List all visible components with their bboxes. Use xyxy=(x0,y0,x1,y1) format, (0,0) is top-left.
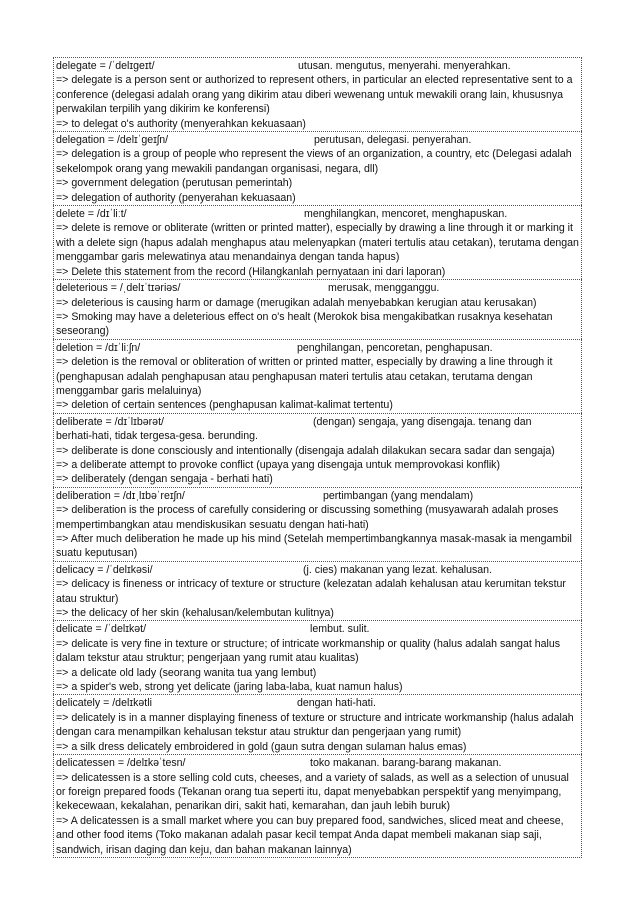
entry-term: deliberation = /dɪˌlɪbəˈreɪʃn/ xyxy=(56,489,185,502)
entry-headline xyxy=(56,341,579,355)
dictionary-entry xyxy=(53,131,582,205)
entry-term: deletion = /dɪˈliːʃn/ xyxy=(56,341,141,354)
entry-term: delegate = /ˈdelɪgeɪt/ xyxy=(56,60,155,72)
dictionary-entry xyxy=(53,279,582,339)
entry-meaning: utusan. mengutus, menyerahi. menyerahkan. xyxy=(298,60,511,72)
entry-line: => to delegat o's authority (menyerahkan kekuasaan) xyxy=(56,117,306,130)
dictionary-entry xyxy=(53,339,582,413)
dictionary-entry xyxy=(53,620,582,694)
dictionary-entry xyxy=(53,694,582,754)
entry-line: => a delicate old lady (seorang wanita tua yang lembut) xyxy=(56,666,317,679)
dictionary-entry xyxy=(53,487,582,561)
entry-line: => the delicacy of her skin (kehalusan/kelembutan kulitnya) xyxy=(56,607,334,620)
dictionary-page xyxy=(53,57,582,858)
dictionary-entry xyxy=(53,205,582,279)
entry-line: => Smoking may have a deleterious effect on o's healt (Merokok bisa mengakibatkan rusaknya kesehatan seseorang) xyxy=(56,310,553,338)
entry-line: => delicacy is fineness or intricacy of texture or structure (kelezatan adalah kehalusan atau kerumitan tekstur atau struktur) xyxy=(56,578,566,605)
entry-line: berhati-hati, tidak tergesa-gesa. berunding. xyxy=(56,430,258,443)
dictionary-entry xyxy=(53,754,582,858)
dictionary-entry xyxy=(53,561,582,621)
entry-line: => government delegation (perutusan pemerintah) xyxy=(56,177,293,190)
entry-line: => delegation is a group of people who represent the views of an organization, a country, etc (Delegasi adalah sekelompok orang yang mewakili pandangan organisasi, negara, dll) xyxy=(56,148,572,175)
entry-line: => deliberately (dengan sengaja - berhati hati) xyxy=(56,473,273,486)
entry-headline xyxy=(56,133,579,147)
entry-term: delete = /dɪˈliːt/ xyxy=(56,208,127,221)
entry-headline xyxy=(56,756,579,770)
entry-headline xyxy=(56,281,579,295)
entry-meaning: perutusan, delegasi. penyerahan. xyxy=(314,134,472,147)
entry-line: => deliberation is the process of carefully considering or discussing something (musyawarah adalah proses mempertimbangkan atau mendiskusikan sesuatu dengan hati-hati) xyxy=(56,504,559,531)
entry-term: delicately = /delɪkətli xyxy=(56,697,152,710)
entry-line: => deletion of certain sentences (penghapusan kalimat-kalimat tertentu) xyxy=(56,399,393,412)
entry-term: delegation = /delɪˈgeɪʃn/ xyxy=(56,134,169,147)
entry-line: => delicately is in a manner displaying fineness of texture or structure and intricate workmanship (halus adalah dengan cara menampilkan kehalusan tekstur atau struktur dan pengerjaan yang rumit) xyxy=(56,711,574,739)
entry-meaning: menghilangkan, mencoret, menghapuskan. xyxy=(304,208,508,221)
entry-line: => deletion is the removal or obliteration of written or printed matter, especially by drawing a line through it (penghapusan adalah penghapusan atau penghapusan materi tertulis atau cetakan, terutama dengan menggambar garis melaluinya) xyxy=(56,356,553,397)
dictionary-entry xyxy=(53,413,582,487)
entry-line: => a silk dress delicately embroidered in gold (gaun sutra dengan sulaman halus emas) xyxy=(56,740,467,753)
entry-headline xyxy=(56,207,579,221)
entry-headline xyxy=(56,563,579,577)
entry-headline xyxy=(56,415,579,429)
entry-meaning: dengan hati-hati. xyxy=(297,697,376,710)
dictionary-entry xyxy=(53,57,582,131)
entry-line: => delegate is a person sent or authorized to represent others, in particular an elected representative sent to a conference (delegasi adalah orang yang dikirim atau diberi wewenang untuk mewakili orang lain, khususnya perwakilan terpilih yang dikirim ke konferensi) xyxy=(56,74,573,116)
entry-meaning: (dengan) sengaja, yang disengaja. tenang dan xyxy=(313,415,532,428)
entry-line: => After much deliberation he made up his mind (Setelah mempertimbangkannya masak-masak ia mengambil suatu keputusan) xyxy=(56,533,572,560)
entry-headline xyxy=(56,59,579,73)
entry-line: => delete is remove or obliterate (written or printed matter), especially by drawing a line through it or marking it with a delete sign (hapus adalah menghapus atau melenyapkan (materi tertulis atau cetakan), terutama dengan menggambar garis melewatinya atau menandainya dengan tanda hapus) xyxy=(56,222,579,264)
entry-meaning: lembut. sulit. xyxy=(310,623,370,636)
entry-line: => a spider's web, strong yet delicate (jaring laba-laba, kuat namun halus) xyxy=(56,681,403,694)
entry-term: delicatessen = /delɪkəˈtesn/ xyxy=(56,757,186,770)
entry-line: => a deliberate attempt to provoke conflict (upaya yang disengaja untuk memprovokasi konflik) xyxy=(56,458,501,471)
entry-meaning: merusak, mengganggu. xyxy=(328,282,440,295)
entry-meaning: penghilangan, pencoretan, penghapusan. xyxy=(297,341,493,354)
entry-term: deleterious = /ˌdelɪˈtɪəriəs/ xyxy=(56,282,181,295)
entry-term: delicacy = /ˈdelɪkəsi/ xyxy=(56,563,153,576)
entry-line: => deliberate is done consciously and intentionally (disengaja adalah dilakukan secara sadar dan sengaja) xyxy=(56,444,555,457)
entry-line: => deleterious is causing harm or damage (merugikan adalah menyebabkan kerugian atau kerusakan) xyxy=(56,296,537,309)
entry-headline xyxy=(56,489,579,503)
entry-line: => delegation of authority (penyerahan kekuasaan) xyxy=(56,191,296,204)
entry-line: => delicatessen is a store selling cold cuts, cheeses, and a variety of salads, as well as a selection of unusual or foreign prepared foods (Tekanan orang tua seperti itu, dapat menyebabkan perspektif yang menyimpang, kekecewaan, kekalahan, penarikan diri, sakit hati, kemarahan, dan jauh lebih buruk) xyxy=(56,771,569,813)
entry-meaning: toko makanan. barang-barang makanan. xyxy=(310,757,502,770)
entry-line: => delicate is very fine in texture or structure; of intricate workmanship or quality (halus adalah sangat halus dalam tekstur atau struktur; pengerjaan yang rumit atau kualitas) xyxy=(56,637,561,665)
entry-meaning: pertimbangan (yang mendalam) xyxy=(323,489,474,502)
entry-meaning: (j. cies) makanan yang lezat. kehalusan. xyxy=(303,563,493,576)
entry-headline xyxy=(56,696,579,710)
entry-headline xyxy=(56,622,579,636)
entry-term: delicate = /ˈdelɪkət/ xyxy=(56,623,147,636)
entry-line: => Delete this statement from the record (Hilangkanlah pernyataan ini dari laporan) xyxy=(56,265,446,278)
entry-line: => A delicatessen is a small market where you can buy prepared food, sandwiches, sliced meat and cheese, and other food items (Toko makanan adalah pasar kecil tempat Anda dapat membeli makanan siap saji, sandwich, irisan daging dan keju, dan bahan makanan lainnya) xyxy=(56,814,564,856)
entry-term: deliberate = /dɪˈlɪbərət/ xyxy=(56,415,164,428)
